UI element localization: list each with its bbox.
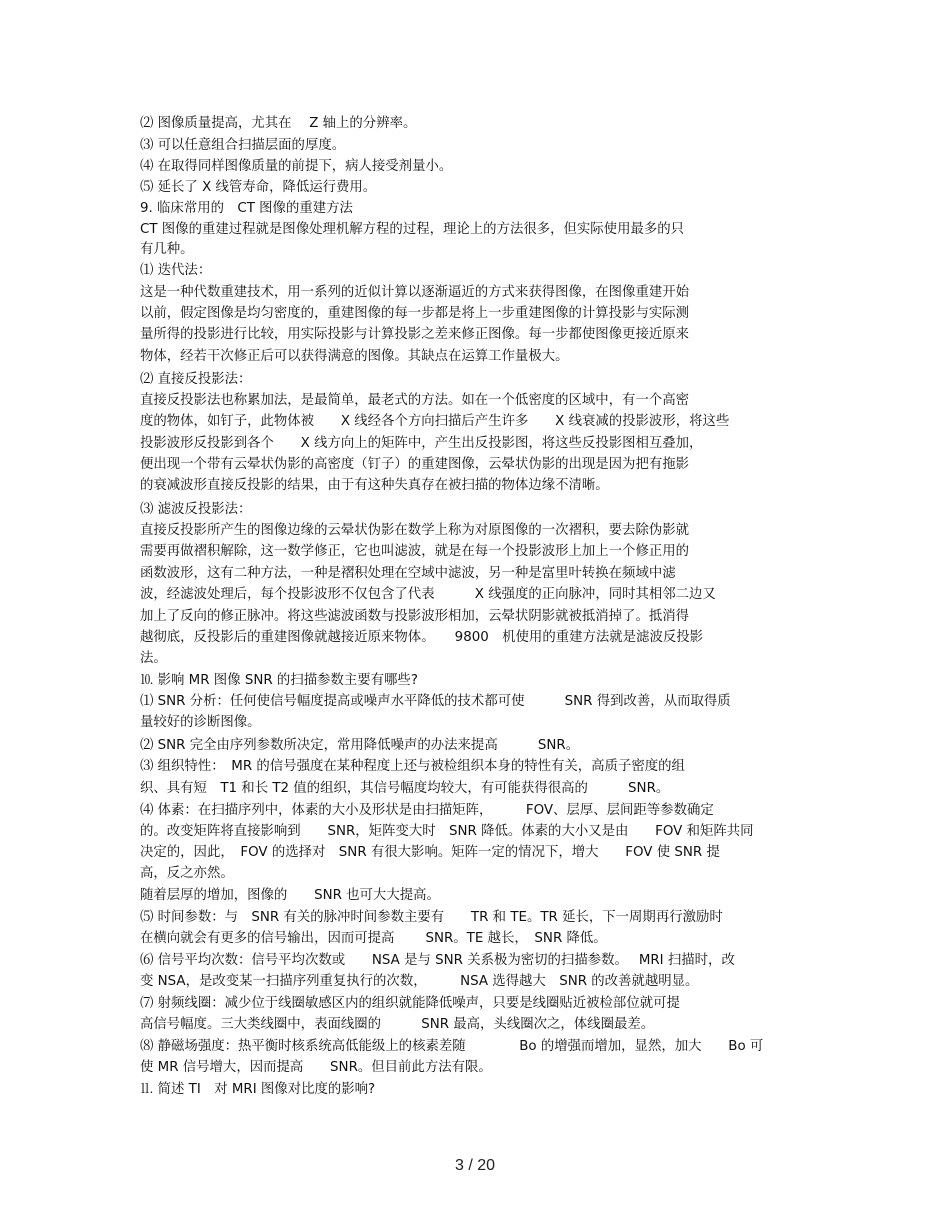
text-line: 使 MR 信号增大，因而提高 SNR。但目前此方法有限。 <box>140 1060 492 1075</box>
text-line: ⑸ 延长了 X 线管寿命，降低运行费用。 <box>140 180 377 195</box>
text-line: 变 NSA，是改变某一扫描序列重复执行的次数， NSA 选得越大 SNR 的改善就越明显。 <box>140 974 699 989</box>
text-line: ⑻ 静磁场强度：热平衡时核系统高低能级上的核素差随 Bo 的增强而增加，显然，加大 Bo 可 <box>140 1039 764 1054</box>
text-line: 有几种。 <box>140 242 194 257</box>
text-line: ⑵ 图像质量提高，尤其在 Z 轴上的分辨率。 <box>140 116 417 131</box>
text-line: ⑵ 直接反投影法： <box>140 372 252 387</box>
text-line: 越彻底，反投影后的重建图像就越接近原来物体。 9800 机使用的重建方法就是滤波反投影 <box>140 630 704 645</box>
text-line: 织、具有短 T1 和长 T2 值的组织，其信号幅度均较大，有可能获得很高的 SNR。 <box>140 781 670 796</box>
text-line: 法。 <box>140 651 167 666</box>
text-line: 需要再做褶积解除，这一数学修正，它也叫滤波，就是在每一个投影波形上加上一个修正用的 <box>140 544 690 559</box>
text-line: 9. 临床常用的 CT 图像的重建方法 <box>140 201 353 216</box>
text-line: 这是一种代数重建技术，用一系列的近似计算以逐渐逼近的方式来获得图像，在图像重建开始 <box>140 285 690 300</box>
text-line: 度的物体，如钉子，此物体被 X 线经各个方向扫描后产生许多 X 线衰减的投影波形，将这些 <box>140 414 730 429</box>
text-line: ⑶ 可以任意组合扫描层面的厚度。 <box>140 138 346 153</box>
text-line: 量所得的投影进行比较，用实际投影与计算投影之差来修正图像。每一步都使图像更接近原来 <box>140 327 690 342</box>
text-line: 投影波形反投影到各个 X 线方向上的矩阵中，产生出反投影图，将这些反投影图相互叠加， <box>140 436 703 451</box>
text-line: ⑴ 迭代法： <box>140 263 212 278</box>
page-number: 3 / 20 <box>454 1157 496 1174</box>
text-line: ⑺ 射频线圈：减少位于线圈敏感区内的组织就能降低噪声，只要是线圈贴近被检部位就可提 <box>140 996 680 1011</box>
text-line: ⒑ 影响 MR 图像 SNR 的扫描参数主要有哪些? <box>140 673 418 688</box>
text-line: ⑸ 时间参数：与 SNR 有关的脉冲时间参数主要有 TR 和 TE。TR 延长，下一周期再行激励时 <box>140 910 723 925</box>
text-line: 以前，假定图像是均匀密度的，重建图像的每一步都是将上一步重建图像的计算投影与实际测 <box>140 306 690 321</box>
text-line: 的衰减波形直接反投影的结果，由于有这种失真存在被扫描的物体边缘不清晰。 <box>140 478 609 493</box>
text-line: ⑵ SNR 完全由序列参数所决定，常用降低噪声的办法来提高 SNR。 <box>140 738 580 753</box>
text-line: 函数波形，这有二种方法，一种是褶积处理在空域中滤波，另一种是富里叶转换在频域中滤 <box>140 566 676 581</box>
text-line: ⑶ 组织特性： MR 的信号强度在某种程度上还与被检组织本身的特性有关，高质子密度的组 <box>140 759 685 774</box>
text-line: 高，反之亦然。 <box>140 866 234 881</box>
text-line: 物体，经若干次修正后可以获得满意的图像。其缺点在运算工作量极大。 <box>140 349 569 364</box>
text-line: ⑹ 信号平均次数：信号平均次数或 NSA 是与 SNR 关系极为密切的扫描参数。 MRI 扫描时，改 <box>140 953 735 968</box>
text-line: ⑷ 在取得同样图像质量的前提下，病人接受剂量小。 <box>140 159 453 174</box>
text-line: 加上了反向的修正脉冲。将这些滤波函数与投影波形相加，云晕状阴影就被抵消掉了。抵消得 <box>140 609 690 624</box>
text-line: 在横向就会有更多的信号输出，因而可提高 SNR。TE 越长， SNR 降低。 <box>140 931 607 946</box>
text-line: 波，经滤波处理后，每个投影波形不仅包含了代表 X 线强度的正向脉冲，同时其相邻二边又 <box>140 587 716 602</box>
text-line: 便出现一个带有云晕状伪影的高密度（钉子）的重建图像，云晕状伪影的出现是因为把有拖影 <box>140 457 690 472</box>
text-line: ⒒ 简述 TI 对 MRI 图像对比度的影响? <box>140 1082 376 1097</box>
text-line: ⑴ SNR 分析：任何使信号幅度提高或噪声水平降低的技术都可使 SNR 得到改善，从而取得质 <box>140 694 731 709</box>
text-line: 高信号幅度。三大类线圈中，表面线圈的 SNR 最高，头线圈次之，体线圈最差。 <box>140 1017 655 1032</box>
text-line: 的。改变矩阵将直接影响到 SNR，矩阵变大时 SNR 降低。体素的大小又是由 FOV 和矩阵共同 <box>140 824 754 839</box>
text-line: ⑶ 滤波反投影法： <box>140 502 252 517</box>
text-line: 直接反投影法也称累加法，是最简单，最老式的方法。如在一个低密度的区域中，有一个高密 <box>140 393 690 408</box>
text-line: 随着层厚的增加，图像的 SNR 也可大大提高。 <box>140 888 440 903</box>
text-line: 量较好的诊断图像。 <box>140 715 261 730</box>
text-line: CT 图像的重建过程就是图像处理机解方程的过程，理论上的方法很多，但实际使用最多的只 <box>140 222 685 237</box>
text-line: 直接反投影所产生的图像边缘的云晕状伪影在数学上称为对原图像的一次褶积，要去除伪影就 <box>140 523 690 538</box>
text-line: ⑷ 体素：在扫描序列中，体素的大小及形状是由扫描矩阵， FOV、层厚、层间距等参数确定 <box>140 803 714 818</box>
text-line: 决定的，因此， FOV 的选择对 SNR 有很大影响。矩阵一定的情况下，增大 FOV 使 SNR 提 <box>140 845 720 860</box>
